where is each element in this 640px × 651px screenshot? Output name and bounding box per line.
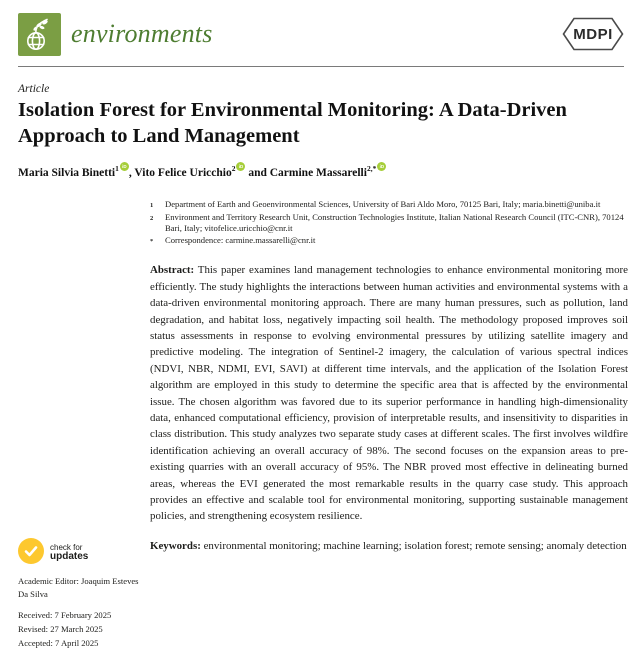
journal-header [18,11,624,57]
orcid-icon[interactable] [236,162,245,171]
affiliation-marker: 2 [150,214,154,222]
check-updates-label: check for updates [50,542,89,562]
main-column [150,199,628,554]
article-type-label: Article [18,83,50,95]
affiliation-text: Environment and Territory Research Unit, Construction Technologies Institute, Italian National Research Council (ITC-CNR), 70124 Bari, Italy; vitofelice.uricchio@cnr.it [165,211,624,234]
affiliation-row [150,212,628,235]
journal-name: environments [71,19,213,48]
keywords-text: environmental monitoring; machine learning; isolation forest; remote sensing; anomaly detection [203,539,627,552]
abstract-paragraph [150,262,628,525]
correspondence-marker: * [150,237,154,245]
author-affiliation-sup: 2 [231,164,236,173]
article-meta-sidebar [18,538,140,651]
page-title: Isolation Forest for Environmental Monitoring: A Data-Driven Approach to Land Management [18,99,567,147]
accepted-date: Accepted: 7 April 2025 [18,638,99,648]
correspondence-text: Correspondence: carmine.massarelli@cnr.it [165,234,316,245]
journal-brand[interactable] [18,13,213,56]
affiliation-row [150,199,628,212]
author-name: Maria Silvia Binetti [18,166,116,179]
affiliation-marker: 1 [150,202,154,209]
correspondence-row [150,235,628,248]
received-date: Received: 7 February 2025 [18,610,112,620]
author-affiliation-sup: 2,* [366,164,377,173]
article-dates [18,609,140,650]
academic-editor: Academic Editor: Joaquim Esteves Da Silva [18,576,139,599]
check-updates-icon [18,538,44,564]
check-for-updates-badge[interactable] [18,538,140,564]
header-divider [18,66,624,67]
abstract-text: This paper examines land management technologies to enhance environmental monitoring more efficiently. The study highlights the interactions between human activities and environmental systems with a data-driven environmental monitoring approach. There are many human pressures, such as pollution, land degradation, and habitat loss, negatively impacting soil health. The methodology proposed improves soil status assessments in response to evolving environmental pressures by utilizing satellite imagery and predictive modeling. The integration of Sentinel-2 imagery, the calculation of various spectral indices (NDVI, NBR, NDMI, EVI, SAVI) at different time intervals, and the application of the Isolation Forest algorithm are employed in this study to determine the specific area that is affected by the environmental issue. The chosen algorithm was favored due to its superior performance in handling high-dimensionality data, enhanced computational efficiency, provision of interpretable results, and insensitivity to disparities in class distribution. This study analyzes two separate study cases at different scales. The first involves wildfire identification achieving an overall accuracy of 98%. The second focuses on the expansion areas to pre-existing quarries with an overall accuracy of 95%. The NBR proved most effective in delineating burned areas, whereas the EVI generated the most remarkable results in the quarry case study. This approach provides an effective and scalable tool for environmental monitoring, supporting sustainable management policies, and strengthening ecosystem resilience. [150,264,628,523]
revised-date: Revised: 27 March 2025 [18,624,103,634]
author-name: Carmine Massarelli [269,166,367,179]
author-name: Vito Felice Uricchio [134,166,232,179]
environments-journal-logo-icon [18,13,61,56]
affiliation-text: Department of Earth and Geoenvironmental Sciences, University of Bari Aldo Moro, 70125 Bari, Italy; maria.binetti@uniba.it [165,199,601,209]
mdpi-logo-text: MDPI [573,25,613,43]
author-affiliation-sup: 1 [115,164,119,173]
author-separator: and [245,166,270,179]
author-line [18,162,628,179]
keywords-label: Keywords: [150,539,201,552]
orcid-icon[interactable] [120,162,129,171]
abstract-label: Abstract: [150,264,195,277]
author-separator: , [128,166,135,179]
mdpi-logo[interactable] [562,17,624,51]
orcid-icon[interactable] [377,162,386,171]
keywords-paragraph [150,538,628,554]
